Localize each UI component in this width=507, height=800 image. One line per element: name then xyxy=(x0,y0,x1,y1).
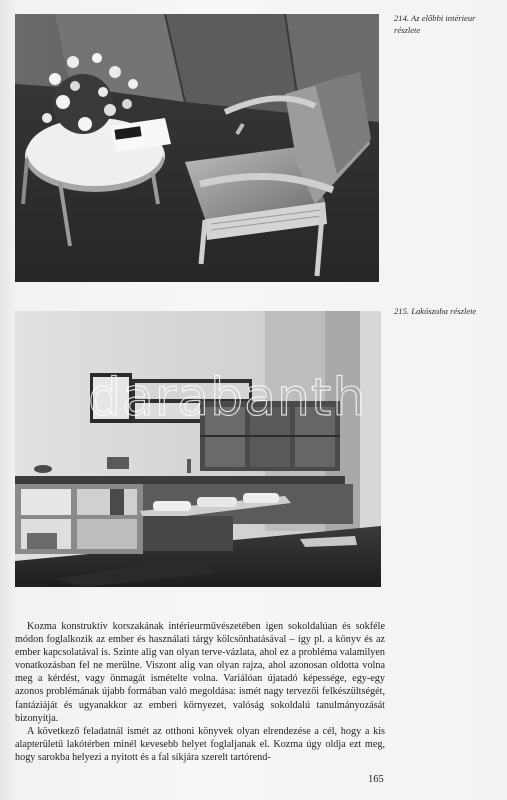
living-room-photo-graphic xyxy=(15,311,381,587)
photo-armchair-detail xyxy=(15,14,379,282)
armchair-photo-graphic xyxy=(15,14,379,282)
body-paragraph: Kozma konstruktív korszakának intérieurművészetében igen sokoldalúan és sokféle módon foglalkozik az ember és használati tárgy kölcsönhatásával – így pl. a könyv és az ember kapcsolatával is. Szinte alig van olyan terve-vázlata, ahol ez a probléma valamilyen vonatkozásban fel ne merülne. Viszont alig van olyan rajza, ahol azonosan oldotta volna meg a kérdést, vagy önmagát ismételte volna. Variálóan újatadó képessége, egy-egy azonos problémának újabb formában való megoldása: ismét nagy tervezői felkészültségét, fantáziáját és ugyanakkor az emberi környezet, valóság sokoldalú tanulmányozását bizonyítja. xyxy=(15,621,385,724)
photo-living-room xyxy=(15,311,381,587)
body-paragraph: A következő feladatnál ismét az otthoni könyvek olyan elrendezése a cél, hogy a kis alapterületű lakótérben minél kevesebb helyet foglaljanak el. Kozma úgy oldja ezt meg, hogy sarokba helyezi a nyitott és a fal síkjára szerelt tartórend- xyxy=(15,725,385,763)
body-text xyxy=(15,620,385,764)
figure-214-caption: 214. Az előbbi intérieur részlete xyxy=(394,13,476,35)
page-number: 165 xyxy=(368,774,384,785)
figure-215-caption: 215. Lakószoba részlete xyxy=(394,306,477,316)
